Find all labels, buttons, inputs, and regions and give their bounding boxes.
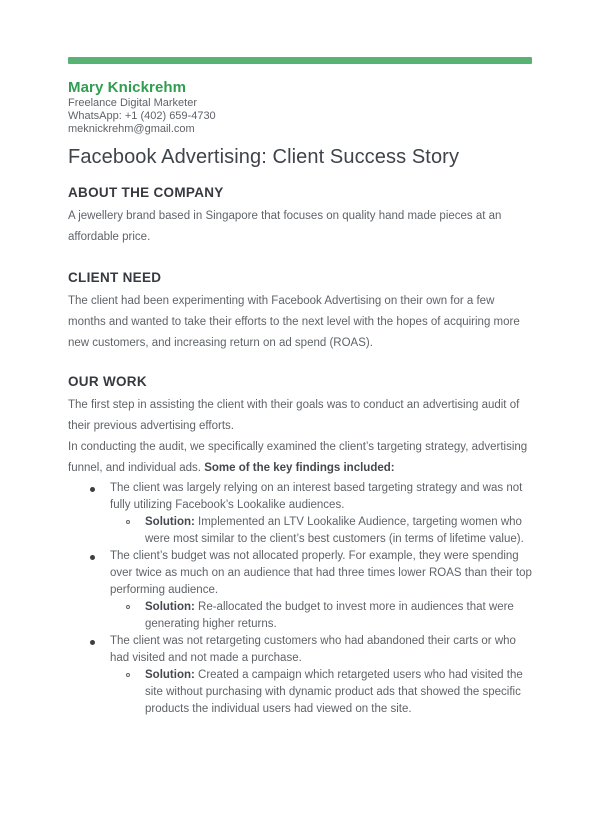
bullet-circle-icon: [126, 673, 130, 677]
solution-3-label: Solution:: [145, 669, 195, 681]
key-findings-lead-in: Some of the key findings included:: [204, 462, 395, 474]
bullet-disc-icon: [90, 555, 95, 560]
finding-3-text: The client was not retargeting customers who had abandoned their carts or who had visited and not made a purchase.: [110, 635, 516, 664]
findings-list: [68, 480, 532, 718]
section-heading-client-need: CLIENT NEED: [68, 270, 162, 285]
author-email: meknickrehm@gmail.com: [68, 123, 195, 135]
author-whatsapp: WhatsApp: +1 (402) 659-4730: [68, 110, 216, 122]
document-title: Facebook Advertising: Client Success Story: [68, 146, 460, 168]
author-role: Freelance Digital Marketer: [68, 97, 197, 109]
solution-2-label: Solution:: [145, 601, 195, 613]
bullet-circle-icon: [126, 605, 130, 609]
author-name: Mary Knickrehm: [68, 79, 187, 96]
finding-item-2: [110, 548, 532, 599]
document-page: [0, 57, 600, 833]
signature-block: [68, 78, 532, 136]
header-accent-bar: [68, 57, 532, 64]
finding-item-1: [110, 480, 532, 514]
bullet-disc-icon: [90, 640, 95, 645]
solution-3-text: Created a campaign which retargeted users who had visited the site without purchasing with dynamic product ads that showed the specific products the individual users had viewed on the site.: [145, 669, 523, 715]
solution-item-2: [145, 599, 532, 633]
solution-1-label: Solution:: [145, 516, 195, 528]
section-heading-about-the-company: ABOUT THE COMPANY: [68, 185, 224, 200]
finding-1-text: The client was largely relying on an interest based targeting strategy and was not fully utilizing Facebook’s Lookalike audiences.: [110, 482, 523, 511]
our-work-paragraph-2: [68, 437, 532, 479]
bullet-disc-icon: [90, 487, 95, 492]
solution-1-text: Implemented an LTV Lookalike Audience, targeting women who were most similar to the client’s best customers (in terms of lifetime value).: [145, 516, 524, 545]
solution-item-1: [145, 514, 532, 548]
our-work-paragraph-1: The first step in assisting the client with their goals was to conduct an advertising audit of their previous advertising efforts.: [68, 399, 520, 432]
about-paragraph: A jewellery brand based in Singapore that focuses on quality hand made pieces at an affordable price.: [68, 210, 502, 243]
finding-item-3: [110, 633, 532, 667]
our-work-paragraph-2-text: In conducting the audit, we specifically examined the client’s targeting strategy, advertising funnel, and individual ads.: [68, 441, 528, 474]
client-need-paragraph: The client had been experimenting with Facebook Advertising on their own for a few months and wanted to take their efforts to the next level with the hopes of acquiring more new customers, and increasing return on ad spend (ROAS).: [68, 295, 520, 349]
solution-2-text: Re-allocated the budget to invest more in audiences that were generating higher returns.: [145, 601, 514, 630]
bullet-circle-icon: [126, 520, 130, 524]
section-heading-our-work: OUR WORK: [68, 374, 147, 389]
solution-item-3: [145, 667, 532, 718]
finding-2-text: The client’s budget was not allocated properly. For example, they were spending over twice as much on an audience that had three times lower ROAS than their top performing audience.: [110, 550, 532, 596]
